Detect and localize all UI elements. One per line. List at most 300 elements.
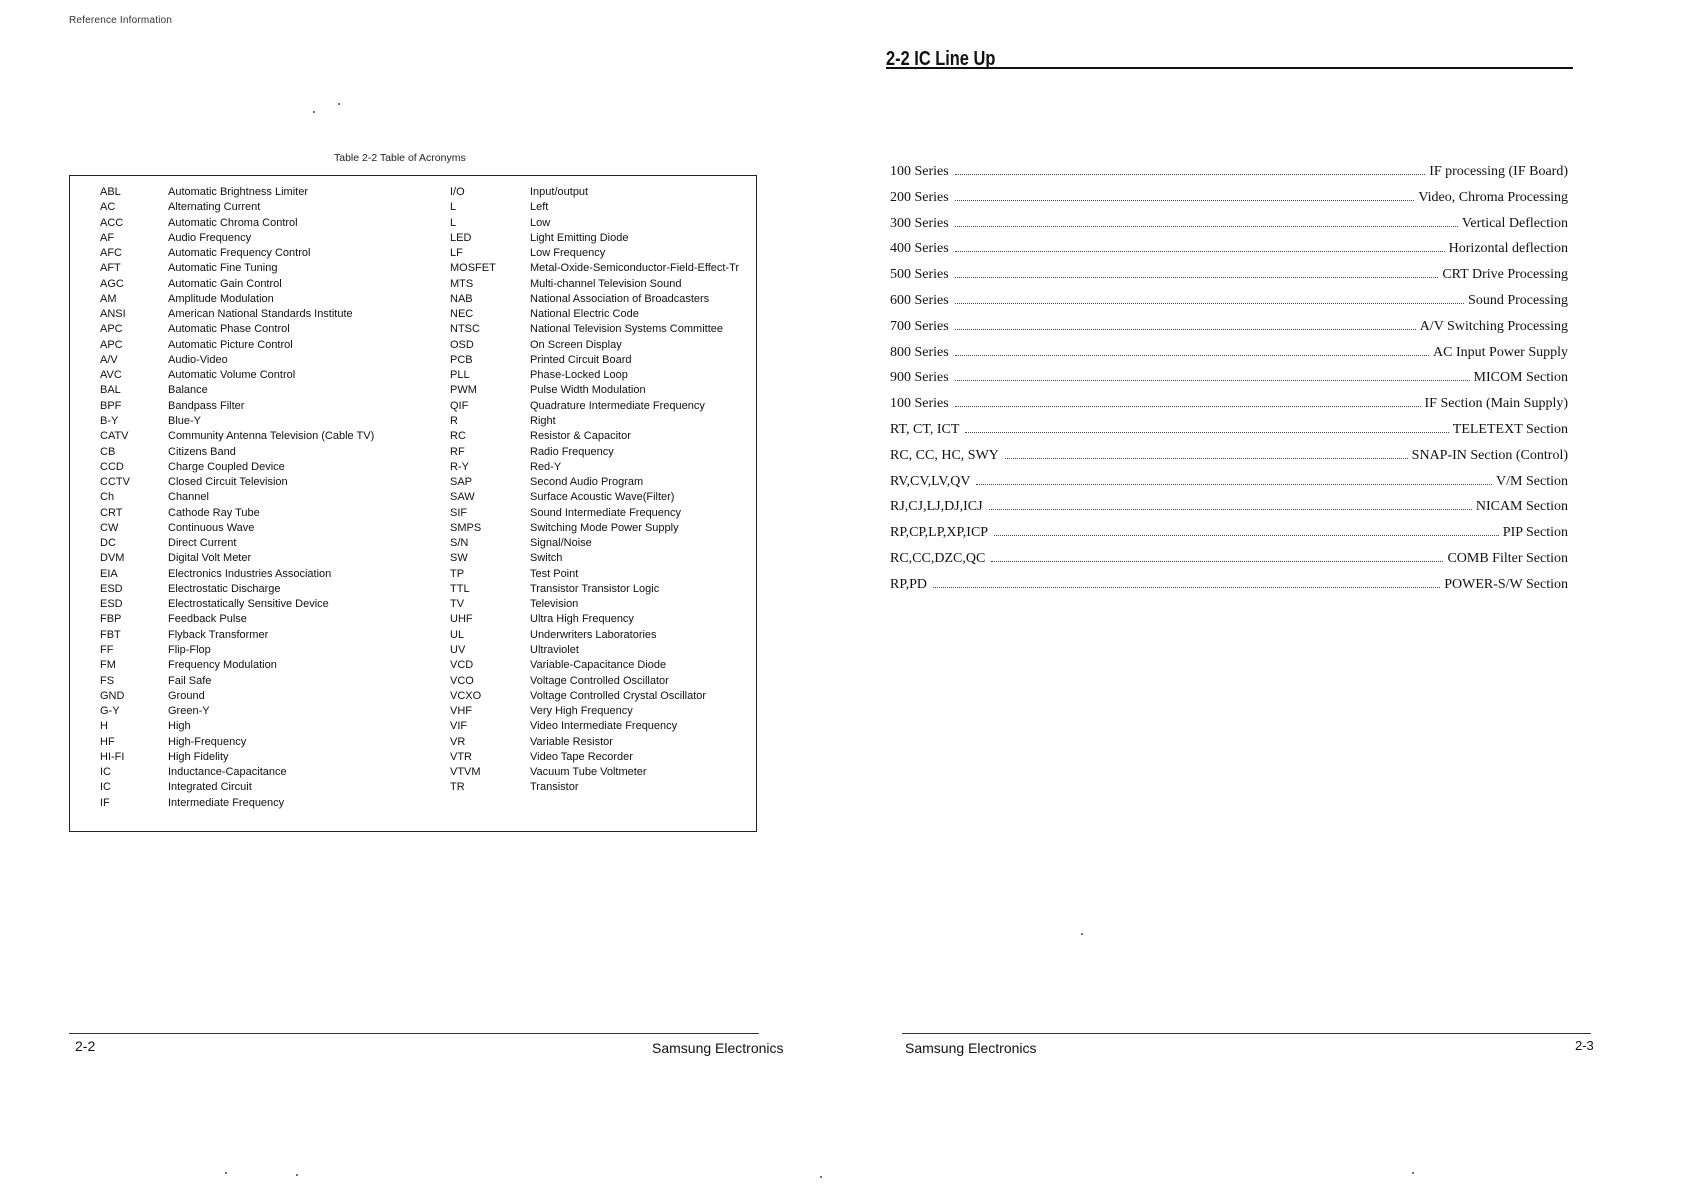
- ic-series: 800 Series: [890, 344, 949, 360]
- ic-function: POWER-S/W Section: [1444, 576, 1568, 592]
- acronym-meaning: Fail Safe: [168, 674, 212, 687]
- acronym-row: [450, 521, 739, 536]
- acronym-meaning: Citizens Band: [168, 445, 236, 458]
- acronym-abbr: FM: [100, 659, 116, 672]
- acronym-abbr: UHF: [450, 613, 473, 626]
- acronym-row: [450, 475, 739, 490]
- acronym-meaning: Phase-Locked Loop: [530, 369, 628, 382]
- acronym-row: [450, 445, 739, 460]
- acronym-meaning: Automatic Gain Control: [168, 277, 282, 290]
- acronym-meaning: High Fidelity: [168, 750, 229, 763]
- acronym-row: [100, 750, 374, 765]
- acronym-abbr: RF: [450, 445, 465, 458]
- acronym-meaning: Voltage Controlled Oscillator: [530, 674, 669, 687]
- acronym-row: [100, 277, 374, 292]
- acronym-row: [450, 735, 739, 750]
- ic-series: RJ,CJ,LJ,DJ,ICJ: [890, 499, 983, 515]
- ic-function: IF Section (Main Supply): [1424, 396, 1568, 412]
- acronym-abbr: GND: [100, 689, 125, 702]
- acronym-abbr: AFT: [100, 262, 121, 275]
- acronym-abbr: CCTV: [100, 476, 130, 489]
- ic-series: 300 Series: [890, 215, 949, 231]
- acronym-meaning: Printed Circuit Board: [530, 353, 632, 366]
- dot-leader: [955, 226, 1458, 227]
- ic-lineup-row: [890, 164, 1568, 190]
- acronym-meaning: Resistor & Capacitor: [530, 430, 631, 443]
- acronym-row: [100, 536, 374, 551]
- acronym-row: [450, 200, 739, 215]
- acronym-abbr: UL: [450, 628, 465, 641]
- acronym-row: [450, 551, 739, 566]
- acronym-meaning: Community Antenna Television (Cable TV): [168, 430, 375, 443]
- acronym-row: [100, 185, 374, 200]
- acronym-row: [100, 368, 374, 383]
- acronym-row: [100, 628, 374, 643]
- running-head: Reference Information: [69, 15, 173, 26]
- acronym-abbr: PWM: [450, 384, 477, 397]
- ic-function: PIP Section: [1502, 525, 1568, 541]
- acronym-row: [100, 429, 374, 444]
- acronym-meaning: Automatic Phase Control: [168, 323, 290, 336]
- acronym-meaning: High-Frequency: [168, 735, 247, 748]
- acronym-abbr: HI-FI: [100, 750, 125, 763]
- acronym-meaning: Voltage Controlled Crystal Oscillator: [530, 689, 707, 702]
- acronym-row: [450, 567, 739, 582]
- acronym-meaning: American National Standards Institute: [168, 308, 353, 321]
- page-number-right: 2-3: [1575, 1038, 1594, 1053]
- footer-rule-right: [902, 1033, 1591, 1034]
- acronym-row: [450, 765, 739, 780]
- acronym-meaning: Very High Frequency: [530, 705, 633, 718]
- acronym-abbr: IF: [100, 796, 110, 809]
- ic-lineup-row: [890, 293, 1568, 319]
- acronym-abbr: I/O: [450, 186, 465, 198]
- dot-leader: [976, 484, 1492, 485]
- acronym-abbr: ACC: [100, 216, 124, 229]
- acronym-abbr: CATV: [100, 430, 129, 443]
- acronym-meaning: Red-Y: [530, 460, 562, 473]
- acronym-meaning: Television: [530, 598, 579, 611]
- ic-lineup-row: [890, 474, 1568, 500]
- acronym-abbr: MOSFET: [450, 262, 496, 275]
- acronym-abbr: A/V: [100, 353, 118, 366]
- acronym-row: [450, 322, 739, 337]
- ic-function: NICAM Section: [1475, 499, 1568, 515]
- acronym-abbr: ANSI: [100, 308, 126, 321]
- acronym-meaning: Vacuum Tube Voltmeter: [530, 766, 647, 779]
- acronym-column-right: [450, 185, 739, 796]
- acronym-abbr: H: [100, 720, 108, 733]
- scan-speck: [338, 103, 340, 105]
- acronym-abbr: CCD: [100, 460, 124, 473]
- acronym-meaning: Integrated Circuit: [168, 781, 252, 794]
- acronym-row: [100, 643, 374, 658]
- acronym-abbr: SMPS: [450, 521, 482, 534]
- ic-function: Vertical Deflection: [1461, 215, 1568, 231]
- acronym-abbr: EIA: [100, 567, 118, 580]
- ic-lineup-row: [890, 448, 1568, 474]
- acronym-meaning: Input/output: [530, 186, 589, 198]
- acronym-row: [450, 490, 739, 505]
- ic-series: RP,PD: [890, 576, 927, 592]
- dot-leader: [955, 277, 1439, 278]
- acronym-meaning: Audio Frequency: [168, 231, 252, 244]
- acronym-row: [450, 292, 739, 307]
- acronym-abbr: VCD: [450, 659, 474, 672]
- ic-lineup-row: [890, 396, 1568, 422]
- acronym-meaning: Variable Resistor: [530, 735, 613, 748]
- acronym-row: [100, 780, 374, 795]
- ic-function: IF processing (IF Board): [1429, 164, 1568, 179]
- acronym-abbr: RC: [450, 430, 466, 443]
- dot-leader: [989, 509, 1472, 510]
- dot-leader: [955, 174, 1425, 175]
- footer-brand-left: Samsung Electronics: [652, 1040, 784, 1056]
- acronym-row: [450, 750, 739, 765]
- dot-leader: [955, 406, 1421, 407]
- acronym-row: [450, 429, 739, 444]
- table-caption: Table 2-2 Table of Acronyms: [334, 152, 466, 164]
- ic-lineup-row: [890, 267, 1568, 293]
- acronym-meaning: Right: [530, 414, 556, 427]
- acronym-row: [100, 292, 374, 307]
- acronym-abbr: TP: [450, 567, 465, 580]
- dot-leader: [933, 587, 1440, 588]
- acronym-abbr: OSD: [450, 338, 474, 351]
- acronym-meaning: Intermediate Frequency: [168, 796, 285, 809]
- acronym-row: [450, 216, 739, 231]
- acronym-abbr: LED: [450, 231, 472, 244]
- acronym-meaning: National Television Systems Committee: [530, 323, 723, 336]
- ic-lineup-row: [890, 499, 1568, 525]
- acronym-abbr: G-Y: [100, 705, 120, 718]
- acronym-meaning: National Electric Code: [530, 308, 639, 321]
- page-number-left: 2-2: [75, 1038, 96, 1054]
- acronym-abbr: ABL: [100, 186, 121, 198]
- acronym-row: [450, 597, 739, 612]
- acronym-abbr: PLL: [450, 369, 470, 382]
- ic-series: RV,CV,LV,QV: [890, 473, 971, 489]
- acronym-meaning: Continuous Wave: [168, 521, 255, 534]
- ic-series: RT, CT, ICT: [890, 421, 960, 437]
- ic-function: COMB Filter Section: [1447, 550, 1568, 566]
- acronym-row: [450, 612, 739, 627]
- acronym-row: [100, 674, 374, 689]
- dot-leader: [991, 561, 1443, 562]
- acronym-row: [450, 261, 739, 276]
- ic-series: 100 Series: [890, 164, 949, 179]
- acronym-meaning: Cathode Ray Tube: [168, 506, 260, 519]
- section-title: 2-2 IC Line Up: [886, 48, 996, 70]
- acronym-abbr: APC: [100, 338, 123, 351]
- ic-series: RC, CC, HC, SWY: [890, 447, 999, 463]
- acronym-row: [450, 368, 739, 383]
- acronym-meaning: Light Emitting Diode: [530, 231, 629, 244]
- ic-function: Video, Chroma Processing: [1418, 189, 1568, 205]
- acronym-meaning: Automatic Chroma Control: [168, 216, 298, 229]
- acronym-abbr: CRT: [100, 506, 123, 519]
- acronym-abbr: VHF: [450, 705, 472, 718]
- acronym-row: [100, 719, 374, 734]
- acronym-row: [100, 200, 374, 215]
- title-rule: [886, 67, 1573, 69]
- acronym-abbr: L: [450, 216, 457, 229]
- dot-leader: [955, 251, 1445, 252]
- acronym-abbr: SW: [450, 552, 468, 565]
- ic-series: 600 Series: [890, 292, 949, 308]
- ic-function: Sound Processing: [1468, 292, 1568, 308]
- acronym-row: [100, 261, 374, 276]
- dot-leader: [994, 535, 1499, 536]
- ic-series: 900 Series: [890, 370, 949, 386]
- dot-leader: [1005, 458, 1408, 459]
- acronym-abbr: LF: [450, 247, 463, 260]
- acronym-row: [450, 399, 739, 414]
- ic-lineup-row: [890, 422, 1568, 448]
- acronym-abbr: VTR: [450, 750, 472, 763]
- acronym-meaning: Inductance-Capacitance: [168, 766, 287, 779]
- acronym-abbr: UV: [450, 643, 466, 656]
- acronym-row: [100, 704, 374, 719]
- ic-function: SNAP-IN Section (Control): [1411, 447, 1568, 463]
- acronym-row: [100, 231, 374, 246]
- acronym-meaning: Electrostatic Discharge: [168, 582, 281, 595]
- acronym-meaning: Automatic Frequency Control: [168, 247, 311, 260]
- acronym-abbr: SIF: [450, 506, 468, 519]
- acronym-abbr: B-Y: [100, 414, 119, 427]
- acronym-meaning: Automatic Brightness Limiter: [168, 186, 308, 198]
- ic-lineup-list: [890, 164, 1568, 603]
- ic-lineup-row: [890, 577, 1568, 603]
- acronym-row: [100, 399, 374, 414]
- acronym-meaning: Sound Intermediate Frequency: [530, 506, 682, 519]
- ic-lineup-row: [890, 241, 1568, 267]
- acronym-meaning: Second Audio Program: [530, 476, 644, 489]
- acronym-column-left: [100, 185, 374, 811]
- acronym-meaning: Pulse Width Modulation: [530, 384, 646, 397]
- acronym-meaning: Left: [530, 201, 549, 214]
- acronym-meaning: Multi-channel Television Sound: [530, 277, 682, 290]
- acronym-abbr: APC: [100, 323, 123, 336]
- ic-function: V/M Section: [1496, 473, 1568, 489]
- dot-leader: [955, 380, 1470, 381]
- acronym-abbr: FS: [100, 674, 115, 687]
- acronym-row: [100, 506, 374, 521]
- acronym-table: [69, 175, 757, 832]
- acronym-meaning: Balance: [168, 384, 208, 397]
- acronym-meaning: Channel: [168, 491, 209, 504]
- acronym-abbr: QIF: [450, 399, 469, 412]
- acronym-row: [100, 796, 374, 811]
- acronym-meaning: Electronics Industries Association: [168, 567, 332, 580]
- acronym-meaning: Quadrature Intermediate Frequency: [530, 399, 705, 412]
- acronym-meaning: Switch: [530, 552, 563, 565]
- acronym-meaning: Switching Mode Power Supply: [530, 521, 679, 534]
- acronym-meaning: Bandpass Filter: [168, 399, 245, 412]
- ic-series: 400 Series: [890, 241, 949, 257]
- acronym-row: [100, 460, 374, 475]
- acronym-row: [100, 582, 374, 597]
- acronym-abbr: AF: [100, 231, 115, 244]
- ic-function: MICOM Section: [1473, 370, 1568, 386]
- acronym-abbr: CB: [100, 445, 116, 458]
- acronym-row: [450, 383, 739, 398]
- acronym-abbr: L: [450, 201, 457, 214]
- acronym-meaning: Direct Current: [168, 537, 237, 550]
- acronym-meaning: Green-Y: [168, 705, 210, 718]
- acronym-abbr: TV: [450, 598, 465, 611]
- acronym-row: [450, 628, 739, 643]
- acronym-meaning: Automatic Volume Control: [168, 369, 296, 382]
- scan-speck: [1081, 933, 1083, 935]
- acronym-meaning: Charge Coupled Device: [168, 460, 285, 473]
- acronym-abbr: AVC: [100, 369, 122, 382]
- acronym-abbr: R: [450, 414, 458, 427]
- acronym-abbr: DVM: [100, 552, 125, 565]
- acronym-meaning: Digital Volt Meter: [168, 552, 252, 565]
- acronym-row: [450, 704, 739, 719]
- acronym-abbr: IC: [100, 781, 111, 794]
- acronym-meaning: National Association of Broadcasters: [530, 292, 710, 305]
- acronym-abbr: AFC: [100, 247, 122, 260]
- acronym-meaning: Amplitude Modulation: [168, 292, 274, 305]
- scan-speck: [820, 1176, 822, 1178]
- acronym-row: [100, 307, 374, 322]
- acronym-row: [100, 567, 374, 582]
- acronym-row: [100, 322, 374, 337]
- acronym-abbr: VCXO: [450, 689, 482, 702]
- acronym-abbr: BAL: [100, 384, 121, 397]
- scan-speck: [1412, 1172, 1414, 1174]
- acronym-row: [100, 521, 374, 536]
- acronym-meaning: Blue-Y: [168, 414, 202, 427]
- ic-function: AC Input Power Supply: [1433, 344, 1568, 360]
- acronym-row: [100, 765, 374, 780]
- acronym-abbr: IC: [100, 766, 111, 779]
- acronym-meaning: Low Frequency: [530, 247, 606, 260]
- acronym-abbr: MTS: [450, 277, 474, 290]
- acronym-row: [100, 658, 374, 673]
- acronym-meaning: Alternating Current: [168, 201, 261, 214]
- ic-series: 100 Series: [890, 396, 949, 412]
- acronym-abbr: VR: [450, 735, 466, 748]
- acronym-row: [100, 689, 374, 704]
- acronym-row: [100, 475, 374, 490]
- acronym-row: [450, 658, 739, 673]
- acronym-abbr: NEC: [450, 308, 474, 321]
- ic-series: RC,CC,DZC,QC: [890, 550, 986, 566]
- ic-lineup-row: [890, 319, 1568, 345]
- acronym-row: [100, 551, 374, 566]
- footer-rule-left: [69, 1033, 759, 1034]
- acronym-row: [450, 719, 739, 734]
- acronym-meaning: Flyback Transformer: [168, 628, 269, 641]
- acronym-abbr: Ch: [100, 491, 115, 504]
- dot-leader: [955, 303, 1464, 304]
- acronym-meaning: Radio Frequency: [530, 445, 614, 458]
- acronym-abbr: S/N: [450, 537, 469, 550]
- acronym-row: [450, 185, 739, 200]
- acronym-row: [450, 338, 739, 353]
- acronym-meaning: Feedback Pulse: [168, 613, 247, 626]
- ic-series: RP,CP,LP,XP,ICP: [890, 525, 989, 541]
- acronym-meaning: Frequency Modulation: [168, 659, 277, 672]
- ic-lineup-row: [890, 345, 1568, 371]
- acronym-meaning: On Screen Display: [530, 338, 622, 351]
- ic-function: CRT Drive Processing: [1442, 267, 1568, 283]
- acronym-row: [100, 338, 374, 353]
- acronym-row: [100, 445, 374, 460]
- acronym-abbr: AGC: [100, 277, 124, 290]
- acronym-row: [450, 674, 739, 689]
- ic-series: 700 Series: [890, 318, 949, 334]
- acronym-abbr: ESD: [100, 582, 123, 595]
- acronym-abbr: VCO: [450, 674, 474, 687]
- ic-series: 500 Series: [890, 267, 949, 283]
- acronym-abbr: AC: [100, 201, 116, 214]
- ic-lineup-row: [890, 216, 1568, 242]
- acronym-row: [450, 246, 739, 261]
- acronym-abbr: SAW: [450, 491, 475, 504]
- acronym-meaning: Surface Acoustic Wave(Filter): [530, 491, 675, 504]
- dot-leader: [965, 432, 1448, 433]
- acronym-meaning: Automatic Fine Tuning: [168, 262, 278, 275]
- acronym-meaning: High: [168, 720, 191, 733]
- acronym-abbr: NTSC: [450, 323, 480, 336]
- scan-speck: [313, 111, 315, 113]
- acronym-row: [100, 216, 374, 231]
- acronym-meaning: Metal-Oxide-Semiconductor-Field-Effect-Tr: [530, 262, 740, 275]
- acronym-row: [100, 353, 374, 368]
- ic-function: Horizontal deflection: [1448, 241, 1568, 257]
- ic-lineup-row: [890, 525, 1568, 551]
- acronym-row: [450, 643, 739, 658]
- ic-series: 200 Series: [890, 189, 949, 205]
- dot-leader: [955, 200, 1415, 201]
- acronym-row: [100, 246, 374, 261]
- acronym-abbr: TR: [450, 781, 465, 794]
- dot-leader: [955, 329, 1416, 330]
- acronym-meaning: Ultraviolet: [530, 643, 579, 656]
- acronym-row: [100, 414, 374, 429]
- acronym-abbr: DC: [100, 537, 116, 550]
- acronym-abbr: VIF: [450, 720, 468, 733]
- acronym-row: [100, 735, 374, 750]
- acronym-abbr: NAB: [450, 292, 473, 305]
- acronym-abbr: PCB: [450, 353, 473, 366]
- acronym-row: [450, 689, 739, 704]
- acronym-meaning: Transistor: [530, 781, 579, 794]
- acronym-abbr: TTL: [450, 582, 470, 595]
- acronym-row: [450, 307, 739, 322]
- ic-lineup-row: [890, 190, 1568, 216]
- acronym-meaning: Variable-Capacitance Diode: [530, 659, 667, 672]
- acronym-meaning: Closed Circuit Television: [168, 476, 288, 489]
- ic-lineup-row: [890, 551, 1568, 577]
- acronym-meaning: Underwriters Laboratories: [530, 628, 657, 641]
- acronym-meaning: Electrostatically Sensitive Device: [168, 598, 329, 611]
- acronym-meaning: Low: [530, 216, 551, 229]
- acronym-meaning: Ultra High Frequency: [530, 613, 634, 626]
- acronym-row: [450, 506, 739, 521]
- acronym-meaning: Video Intermediate Frequency: [530, 720, 678, 733]
- dot-leader: [955, 355, 1429, 356]
- acronym-meaning: Transistor Transistor Logic: [530, 582, 660, 595]
- scan-speck: [225, 1172, 227, 1174]
- ic-lineup-row: [890, 370, 1568, 396]
- acronym-row: [100, 383, 374, 398]
- acronym-meaning: Ground: [168, 689, 205, 702]
